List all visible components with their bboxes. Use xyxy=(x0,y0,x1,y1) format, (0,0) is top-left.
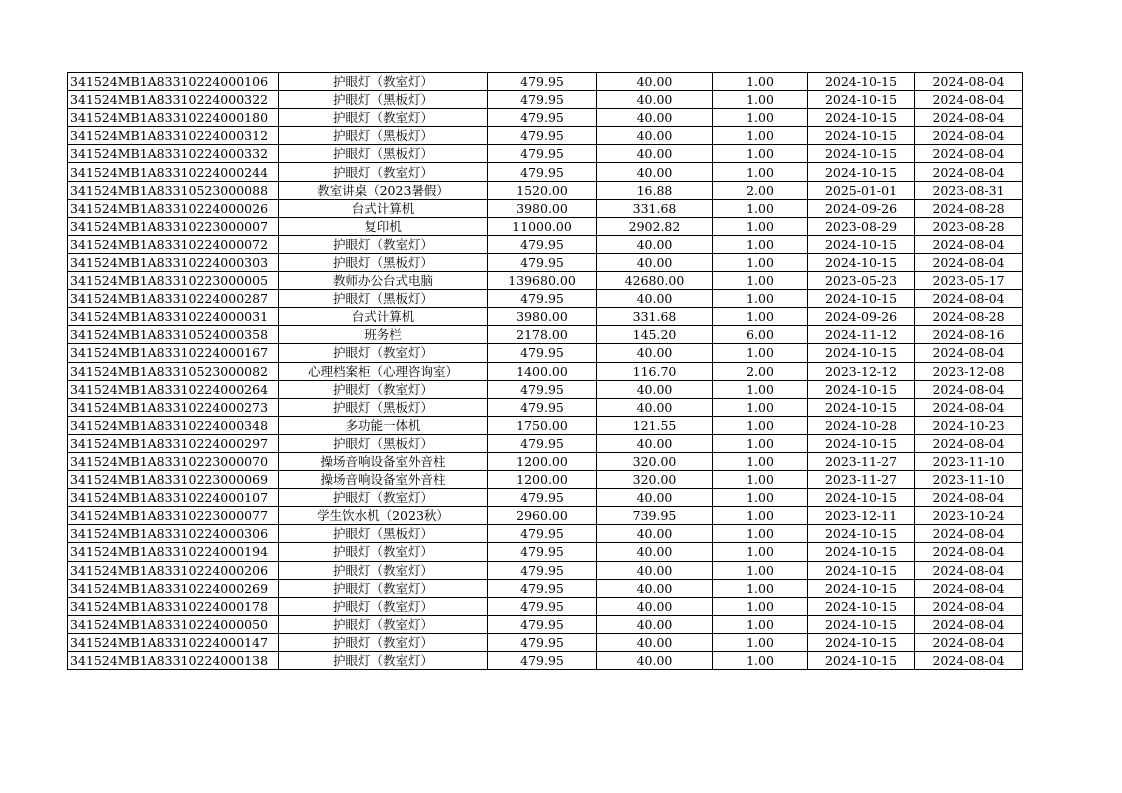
asset-code-cell: 341524MB1A83310224000167 xyxy=(68,344,279,362)
original-value-cell: 479.95 xyxy=(488,290,597,308)
acquire-date-cell: 2023-10-24 xyxy=(915,507,1023,525)
table-row xyxy=(68,163,1023,181)
asset-code-cell: 341524MB1A83310224000273 xyxy=(68,398,279,416)
asset-name-cell: 教室讲桌（2023暑假） xyxy=(279,181,488,199)
depreciation-cell: 40.00 xyxy=(597,597,713,615)
acquire-date-cell: 2024-08-28 xyxy=(915,308,1023,326)
acquire-date-cell: 2024-08-04 xyxy=(915,73,1023,91)
acquire-date-cell: 2024-08-04 xyxy=(915,489,1023,507)
date-cell: 2024-11-12 xyxy=(808,326,915,344)
original-value-cell: 479.95 xyxy=(488,543,597,561)
original-value-cell: 479.95 xyxy=(488,380,597,398)
table-row xyxy=(68,91,1023,109)
asset-code-cell: 341524MB1A83310224000194 xyxy=(68,543,279,561)
table-row xyxy=(68,471,1023,489)
depreciation-cell: 40.00 xyxy=(597,434,713,452)
table-row xyxy=(68,434,1023,452)
acquire-date-cell: 2024-08-04 xyxy=(915,163,1023,181)
asset-name-cell: 台式计算机 xyxy=(279,199,488,217)
table-row xyxy=(68,253,1023,271)
depreciation-cell: 331.68 xyxy=(597,308,713,326)
quantity-cell: 2.00 xyxy=(713,181,808,199)
asset-code-cell: 341524MB1A83310224000264 xyxy=(68,380,279,398)
acquire-date-cell: 2024-08-04 xyxy=(915,127,1023,145)
quantity-cell: 1.00 xyxy=(713,579,808,597)
table-row xyxy=(68,380,1023,398)
depreciation-cell: 40.00 xyxy=(597,290,713,308)
asset-code-cell: 341524MB1A83310223000007 xyxy=(68,217,279,235)
asset-code-cell: 341524MB1A83310223000005 xyxy=(68,272,279,290)
depreciation-cell: 40.00 xyxy=(597,109,713,127)
asset-name-cell: 护眼灯（黑板灯） xyxy=(279,398,488,416)
original-value-cell: 479.95 xyxy=(488,73,597,91)
date-cell: 2023-11-27 xyxy=(808,471,915,489)
asset-name-cell: 操场音响设备室外音柱 xyxy=(279,471,488,489)
acquire-date-cell: 2023-08-28 xyxy=(915,217,1023,235)
acquire-date-cell: 2024-08-16 xyxy=(915,326,1023,344)
depreciation-cell: 40.00 xyxy=(597,615,713,633)
table-row xyxy=(68,326,1023,344)
asset-code-cell: 341524MB1A83310224000322 xyxy=(68,91,279,109)
table-row xyxy=(68,235,1023,253)
depreciation-cell: 2902.82 xyxy=(597,217,713,235)
acquire-date-cell: 2024-08-04 xyxy=(915,290,1023,308)
asset-name-cell: 护眼灯（教室灯） xyxy=(279,579,488,597)
table-row xyxy=(68,127,1023,145)
depreciation-cell: 320.00 xyxy=(597,452,713,470)
table-row xyxy=(68,272,1023,290)
acquire-date-cell: 2024-08-04 xyxy=(915,109,1023,127)
original-value-cell: 479.95 xyxy=(488,615,597,633)
quantity-cell: 1.00 xyxy=(713,452,808,470)
asset-name-cell: 护眼灯（黑板灯） xyxy=(279,127,488,145)
date-cell: 2023-12-12 xyxy=(808,362,915,380)
quantity-cell: 1.00 xyxy=(713,416,808,434)
asset-name-cell: 多功能一体机 xyxy=(279,416,488,434)
acquire-date-cell: 2024-08-04 xyxy=(915,615,1023,633)
quantity-cell: 1.00 xyxy=(713,525,808,543)
date-cell: 2024-10-15 xyxy=(808,525,915,543)
date-cell: 2024-09-26 xyxy=(808,199,915,217)
acquire-date-cell: 2024-08-04 xyxy=(915,253,1023,271)
table-row xyxy=(68,398,1023,416)
depreciation-cell: 320.00 xyxy=(597,471,713,489)
asset-name-cell: 护眼灯（教室灯） xyxy=(279,615,488,633)
asset-code-cell: 341524MB1A83310224000244 xyxy=(68,163,279,181)
acquire-date-cell: 2024-08-04 xyxy=(915,633,1023,651)
asset-name-cell: 护眼灯（教室灯） xyxy=(279,561,488,579)
original-value-cell: 479.95 xyxy=(488,145,597,163)
asset-name-cell: 护眼灯（教室灯） xyxy=(279,380,488,398)
table-row xyxy=(68,145,1023,163)
asset-name-cell: 护眼灯（教室灯） xyxy=(279,543,488,561)
quantity-cell: 1.00 xyxy=(713,344,808,362)
original-value-cell: 479.95 xyxy=(488,633,597,651)
original-value-cell: 139680.00 xyxy=(488,272,597,290)
asset-code-cell: 341524MB1A83310224000178 xyxy=(68,597,279,615)
table-row xyxy=(68,217,1023,235)
quantity-cell: 1.00 xyxy=(713,615,808,633)
quantity-cell: 1.00 xyxy=(713,127,808,145)
original-value-cell: 2178.00 xyxy=(488,326,597,344)
date-cell: 2024-10-15 xyxy=(808,398,915,416)
depreciation-cell: 40.00 xyxy=(597,235,713,253)
asset-name-cell: 护眼灯（教室灯） xyxy=(279,163,488,181)
asset-name-cell: 护眼灯（教室灯） xyxy=(279,489,488,507)
quantity-cell: 1.00 xyxy=(713,145,808,163)
table-row xyxy=(68,73,1023,91)
asset-name-cell: 护眼灯（黑板灯） xyxy=(279,253,488,271)
asset-code-cell: 341524MB1A83310223000070 xyxy=(68,452,279,470)
acquire-date-cell: 2024-08-04 xyxy=(915,652,1023,670)
table-row xyxy=(68,452,1023,470)
original-value-cell: 1200.00 xyxy=(488,452,597,470)
date-cell: 2024-10-15 xyxy=(808,91,915,109)
original-value-cell: 479.95 xyxy=(488,579,597,597)
date-cell: 2024-10-15 xyxy=(808,579,915,597)
quantity-cell: 1.00 xyxy=(713,163,808,181)
quantity-cell: 1.00 xyxy=(713,434,808,452)
table-row xyxy=(68,652,1023,670)
depreciation-cell: 40.00 xyxy=(597,380,713,398)
date-cell: 2024-10-15 xyxy=(808,633,915,651)
quantity-cell: 1.00 xyxy=(713,73,808,91)
table-row xyxy=(68,615,1023,633)
date-cell: 2024-10-15 xyxy=(808,380,915,398)
date-cell: 2024-10-15 xyxy=(808,561,915,579)
asset-code-cell: 341524MB1A83310224000072 xyxy=(68,235,279,253)
asset-code-cell: 341524MB1A83310224000031 xyxy=(68,308,279,326)
asset-code-cell: 341524MB1A83310224000287 xyxy=(68,290,279,308)
asset-name-cell: 护眼灯（黑板灯） xyxy=(279,525,488,543)
original-value-cell: 1200.00 xyxy=(488,471,597,489)
table-row xyxy=(68,507,1023,525)
original-value-cell: 3980.00 xyxy=(488,308,597,326)
depreciation-cell: 40.00 xyxy=(597,127,713,145)
date-cell: 2024-10-15 xyxy=(808,127,915,145)
asset-name-cell: 护眼灯（黑板灯） xyxy=(279,91,488,109)
quantity-cell: 2.00 xyxy=(713,362,808,380)
depreciation-cell: 739.95 xyxy=(597,507,713,525)
asset-name-cell: 护眼灯（黑板灯） xyxy=(279,290,488,308)
quantity-cell: 1.00 xyxy=(713,489,808,507)
original-value-cell: 479.95 xyxy=(488,253,597,271)
date-cell: 2024-10-15 xyxy=(808,597,915,615)
original-value-cell: 479.95 xyxy=(488,163,597,181)
date-cell: 2024-10-15 xyxy=(808,253,915,271)
date-cell: 2024-10-15 xyxy=(808,235,915,253)
asset-code-cell: 341524MB1A83310223000069 xyxy=(68,471,279,489)
original-value-cell: 479.95 xyxy=(488,489,597,507)
table-row xyxy=(68,362,1023,380)
table-row xyxy=(68,308,1023,326)
asset-code-cell: 341524MB1A83310224000206 xyxy=(68,561,279,579)
asset-name-cell: 护眼灯（教室灯） xyxy=(279,597,488,615)
date-cell: 2024-10-15 xyxy=(808,290,915,308)
table-row xyxy=(68,633,1023,651)
table-row xyxy=(68,543,1023,561)
depreciation-cell: 40.00 xyxy=(597,579,713,597)
date-cell: 2024-10-15 xyxy=(808,109,915,127)
original-value-cell: 479.95 xyxy=(488,91,597,109)
date-cell: 2023-11-27 xyxy=(808,452,915,470)
table-row xyxy=(68,579,1023,597)
date-cell: 2025-01-01 xyxy=(808,181,915,199)
acquire-date-cell: 2024-08-04 xyxy=(915,91,1023,109)
table-row xyxy=(68,109,1023,127)
depreciation-cell: 145.20 xyxy=(597,326,713,344)
date-cell: 2024-10-15 xyxy=(808,543,915,561)
asset-name-cell: 护眼灯（教室灯） xyxy=(279,235,488,253)
asset-name-cell: 护眼灯（教室灯） xyxy=(279,109,488,127)
asset-name-cell: 心理档案柜（心理咨询室） xyxy=(279,362,488,380)
asset-name-cell: 班务栏 xyxy=(279,326,488,344)
asset-name-cell: 护眼灯（教室灯） xyxy=(279,344,488,362)
quantity-cell: 1.00 xyxy=(713,235,808,253)
asset-code-cell: 341524MB1A83310224000147 xyxy=(68,633,279,651)
depreciation-cell: 40.00 xyxy=(597,561,713,579)
depreciation-cell: 40.00 xyxy=(597,91,713,109)
original-value-cell: 479.95 xyxy=(488,597,597,615)
acquire-date-cell: 2023-12-08 xyxy=(915,362,1023,380)
date-cell: 2024-10-15 xyxy=(808,163,915,181)
asset-code-cell: 341524MB1A83310224000180 xyxy=(68,109,279,127)
asset-code-cell: 341524MB1A83310224000297 xyxy=(68,434,279,452)
depreciation-cell: 40.00 xyxy=(597,145,713,163)
date-cell: 2023-05-23 xyxy=(808,272,915,290)
original-value-cell: 479.95 xyxy=(488,434,597,452)
depreciation-cell: 40.00 xyxy=(597,253,713,271)
asset-name-cell: 学生饮水机（2023秋） xyxy=(279,507,488,525)
date-cell: 2024-10-15 xyxy=(808,344,915,362)
date-cell: 2024-10-15 xyxy=(808,615,915,633)
acquire-date-cell: 2023-08-31 xyxy=(915,181,1023,199)
table-row xyxy=(68,199,1023,217)
asset-code-cell: 341524MB1A83310224000050 xyxy=(68,615,279,633)
acquire-date-cell: 2024-08-04 xyxy=(915,235,1023,253)
acquire-date-cell: 2023-11-10 xyxy=(915,471,1023,489)
quantity-cell: 1.00 xyxy=(713,652,808,670)
original-value-cell: 479.95 xyxy=(488,127,597,145)
depreciation-cell: 40.00 xyxy=(597,344,713,362)
table-row xyxy=(68,489,1023,507)
date-cell: 2023-12-11 xyxy=(808,507,915,525)
table-row xyxy=(68,181,1023,199)
asset-code-cell: 341524MB1A83310224000138 xyxy=(68,652,279,670)
original-value-cell: 479.95 xyxy=(488,561,597,579)
date-cell: 2024-10-15 xyxy=(808,652,915,670)
acquire-date-cell: 2023-05-17 xyxy=(915,272,1023,290)
original-value-cell: 1400.00 xyxy=(488,362,597,380)
quantity-cell: 1.00 xyxy=(713,308,808,326)
date-cell: 2024-10-15 xyxy=(808,434,915,452)
acquire-date-cell: 2024-08-28 xyxy=(915,199,1023,217)
date-cell: 2023-08-29 xyxy=(808,217,915,235)
original-value-cell: 1520.00 xyxy=(488,181,597,199)
depreciation-cell: 116.70 xyxy=(597,362,713,380)
table-row xyxy=(68,344,1023,362)
quantity-cell: 1.00 xyxy=(713,253,808,271)
depreciation-cell: 40.00 xyxy=(597,73,713,91)
asset-name-cell: 台式计算机 xyxy=(279,308,488,326)
date-cell: 2024-10-15 xyxy=(808,489,915,507)
quantity-cell: 1.00 xyxy=(713,633,808,651)
original-value-cell: 11000.00 xyxy=(488,217,597,235)
quantity-cell: 1.00 xyxy=(713,471,808,489)
original-value-cell: 2960.00 xyxy=(488,507,597,525)
acquire-date-cell: 2023-11-10 xyxy=(915,452,1023,470)
quantity-cell: 1.00 xyxy=(713,561,808,579)
table-row xyxy=(68,525,1023,543)
original-value-cell: 479.95 xyxy=(488,652,597,670)
acquire-date-cell: 2024-08-04 xyxy=(915,543,1023,561)
quantity-cell: 1.00 xyxy=(713,272,808,290)
asset-name-cell: 护眼灯（黑板灯） xyxy=(279,434,488,452)
quantity-cell: 1.00 xyxy=(713,109,808,127)
original-value-cell: 479.95 xyxy=(488,525,597,543)
asset-name-cell: 护眼灯（教室灯） xyxy=(279,73,488,91)
asset-code-cell: 341524MB1A83310223000077 xyxy=(68,507,279,525)
asset-name-cell: 操场音响设备室外音柱 xyxy=(279,452,488,470)
depreciation-cell: 40.00 xyxy=(597,163,713,181)
depreciation-cell: 40.00 xyxy=(597,398,713,416)
asset-code-cell: 341524MB1A83310524000358 xyxy=(68,326,279,344)
acquire-date-cell: 2024-10-23 xyxy=(915,416,1023,434)
quantity-cell: 1.00 xyxy=(713,398,808,416)
acquire-date-cell: 2024-08-04 xyxy=(915,525,1023,543)
original-value-cell: 479.95 xyxy=(488,398,597,416)
original-value-cell: 479.95 xyxy=(488,109,597,127)
asset-code-cell: 341524MB1A83310224000107 xyxy=(68,489,279,507)
quantity-cell: 1.00 xyxy=(713,217,808,235)
acquire-date-cell: 2024-08-04 xyxy=(915,145,1023,163)
asset-name-cell: 护眼灯（黑板灯） xyxy=(279,145,488,163)
asset-code-cell: 341524MB1A83310224000269 xyxy=(68,579,279,597)
asset-name-cell: 复印机 xyxy=(279,217,488,235)
acquire-date-cell: 2024-08-04 xyxy=(915,597,1023,615)
quantity-cell: 1.00 xyxy=(713,380,808,398)
quantity-cell: 6.00 xyxy=(713,326,808,344)
quantity-cell: 1.00 xyxy=(713,543,808,561)
asset-code-cell: 341524MB1A83310224000312 xyxy=(68,127,279,145)
acquire-date-cell: 2024-08-04 xyxy=(915,380,1023,398)
asset-code-cell: 341524MB1A83310224000303 xyxy=(68,253,279,271)
acquire-date-cell: 2024-08-04 xyxy=(915,434,1023,452)
asset-code-cell: 341524MB1A83310523000082 xyxy=(68,362,279,380)
asset-code-cell: 341524MB1A83310224000348 xyxy=(68,416,279,434)
original-value-cell: 3980.00 xyxy=(488,199,597,217)
depreciation-cell: 40.00 xyxy=(597,489,713,507)
depreciation-cell: 40.00 xyxy=(597,525,713,543)
asset-code-cell: 341524MB1A83310224000026 xyxy=(68,199,279,217)
acquire-date-cell: 2024-08-04 xyxy=(915,579,1023,597)
quantity-cell: 1.00 xyxy=(713,290,808,308)
original-value-cell: 479.95 xyxy=(488,235,597,253)
original-value-cell: 479.95 xyxy=(488,344,597,362)
quantity-cell: 1.00 xyxy=(713,507,808,525)
table-row xyxy=(68,561,1023,579)
date-cell: 2024-09-26 xyxy=(808,308,915,326)
asset-table xyxy=(67,72,1023,670)
asset-code-cell: 341524MB1A83310523000088 xyxy=(68,181,279,199)
asset-table-body xyxy=(68,73,1023,670)
asset-code-cell: 341524MB1A83310224000306 xyxy=(68,525,279,543)
table-row xyxy=(68,597,1023,615)
date-cell: 2024-10-28 xyxy=(808,416,915,434)
depreciation-cell: 16.88 xyxy=(597,181,713,199)
asset-name-cell: 教师办公台式电脑 xyxy=(279,272,488,290)
acquire-date-cell: 2024-08-04 xyxy=(915,561,1023,579)
depreciation-cell: 331.68 xyxy=(597,199,713,217)
date-cell: 2024-10-15 xyxy=(808,73,915,91)
asset-name-cell: 护眼灯（教室灯） xyxy=(279,633,488,651)
asset-code-cell: 341524MB1A83310224000332 xyxy=(68,145,279,163)
depreciation-cell: 40.00 xyxy=(597,652,713,670)
quantity-cell: 1.00 xyxy=(713,91,808,109)
date-cell: 2024-10-15 xyxy=(808,145,915,163)
depreciation-cell: 42680.00 xyxy=(597,272,713,290)
asset-name-cell: 护眼灯（教室灯） xyxy=(279,652,488,670)
original-value-cell: 1750.00 xyxy=(488,416,597,434)
quantity-cell: 1.00 xyxy=(713,597,808,615)
quantity-cell: 1.00 xyxy=(713,199,808,217)
acquire-date-cell: 2024-08-04 xyxy=(915,398,1023,416)
table-row xyxy=(68,416,1023,434)
acquire-date-cell: 2024-08-04 xyxy=(915,344,1023,362)
depreciation-cell: 40.00 xyxy=(597,543,713,561)
asset-code-cell: 341524MB1A83310224000106 xyxy=(68,73,279,91)
depreciation-cell: 40.00 xyxy=(597,633,713,651)
depreciation-cell: 121.55 xyxy=(597,416,713,434)
table-row xyxy=(68,290,1023,308)
